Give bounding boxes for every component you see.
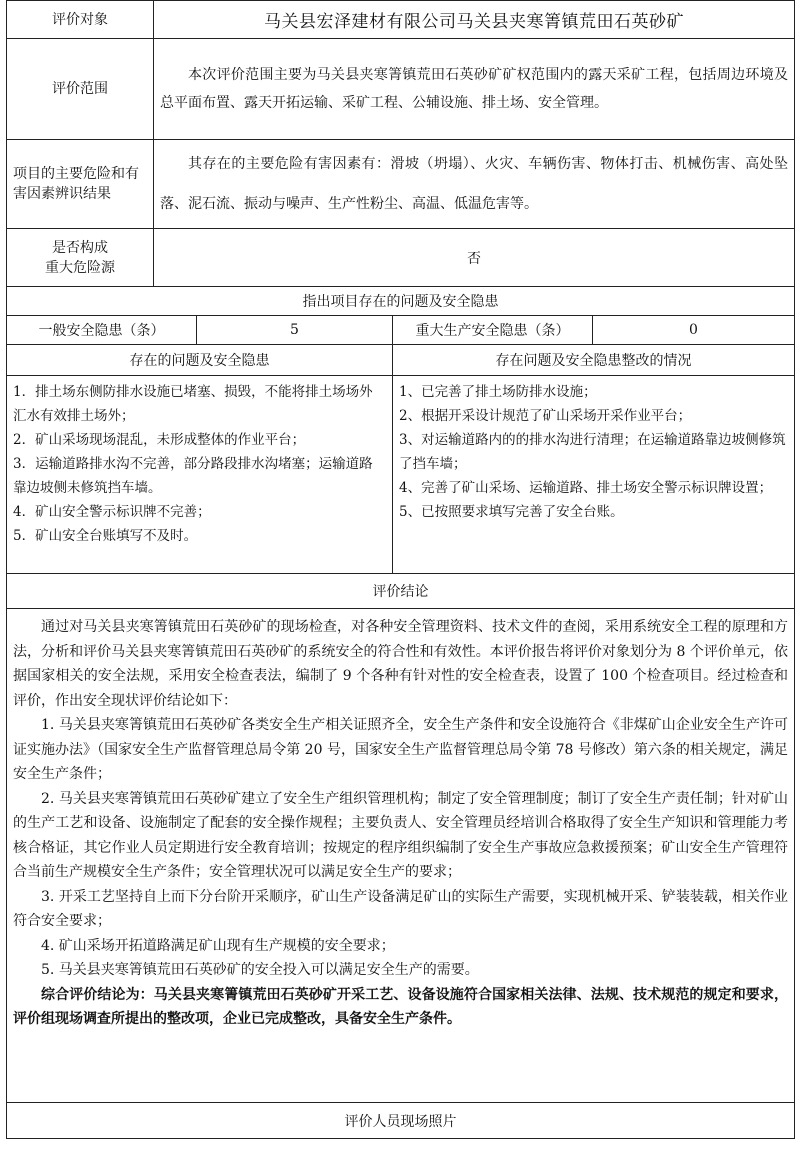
problem-item: 5．矿山安全台账填写不及时。: [13, 528, 198, 544]
issues-title-row: [7, 287, 795, 316]
rectification-item: 2、根据开采设计规范了矿山采场开采作业平台；: [399, 408, 692, 424]
hazards-value: 其存在的主要危险有害因素有：滑坡（坍塌）、火灾、车辆伤害、物体打击、机械伤害、高处坠落、泥石流、振动与噪声、生产性粉尘、高温、低温危害等。: [154, 140, 795, 229]
rectification-list: [393, 376, 795, 574]
conclusion-body: [7, 609, 795, 1103]
photos-title: 评价人员现场照片: [7, 1103, 795, 1139]
problems-column-header: 存在的问题及安全隐患: [7, 345, 393, 376]
scope-row: [7, 39, 795, 140]
evaluation-table: [6, 0, 795, 1139]
major-hazard-row: [7, 229, 795, 287]
major-hazard-label-line2: 重大危险源: [45, 259, 115, 276]
issues-header-row: [7, 345, 795, 376]
problem-item: 4．矿山安全警示标识牌不完善；: [13, 504, 211, 520]
issues-count-row: [7, 316, 795, 345]
conclusion-item: 4. 矿山采场开拓道路满足矿山现有生产规模的安全要求；: [41, 937, 395, 954]
conclusion-item: 2. 马关县夹寒箐镇荒田石英砂矿建立了安全生产组织管理机构；制定了安全管理制度；制订了安全生产责任制；针对矿山的生产工艺和设备、设施制定了配套的安全操作规程；主要负责人、安全管理员经培训合格取得了安全生产知识和管理能力考核合格证，其它作业人员定期进行安全教育培训；按规定的程序组织编制了安全生产事故应急救援预案；矿山安全生产管理符合当前生产规模安全生产条件；安全管理状况可以满足安全生产的要求；: [13, 790, 788, 880]
conclusion-item: 3. 开采工艺坚持自上而下分台阶开采顺序，矿山生产设备满足矿山的实际生产需要，实现机械开采、铲装装载，相关作业符合安全要求；: [13, 888, 788, 929]
rectification-item: 1、已完善了排土场防排水设施；: [399, 384, 597, 400]
rectification-item: 4、完善了矿山采场、运输道路、排土场安全警示标识牌设置；: [399, 480, 773, 496]
object-row: [7, 1, 795, 39]
problem-item: 3．运输道路排水沟不完善，部分路段排水沟堵塞；运输道路靠边坡侧未修筑挡车墙。: [13, 456, 373, 496]
rectification-item: 5、已按照要求填写完善了安全台账。: [399, 504, 624, 520]
general-hazard-count: 5: [197, 316, 393, 345]
object-label: 评价对象: [7, 1, 154, 39]
rectification-column-header: 存在问题及安全隐患整改的情况: [393, 345, 795, 376]
problems-list: [7, 376, 393, 574]
photos-title-row: [7, 1103, 795, 1139]
scope-label: 评价范围: [7, 39, 154, 140]
evaluation-report-page: [6, 0, 794, 1139]
object-value: 马关县宏泽建材有限公司马关县夹寒箐镇荒田石英砂矿: [154, 1, 795, 39]
major-hazard-count-label: 重大生产安全隐患（条）: [393, 316, 593, 345]
major-hazard-label-line1: 是否构成: [52, 239, 108, 256]
hazards-row: [7, 140, 795, 229]
conclusion-title: 评价结论: [7, 574, 795, 609]
problem-item: 1．排土场东侧防排水设施已堵塞、损毁，不能将排土场场外汇水有效排土场外；: [13, 384, 373, 424]
conclusion-item: 5. 马关县夹寒箐镇荒田石英砂矿的安全投入可以满足安全生产的需要。: [41, 962, 479, 978]
hazards-label: 项目的主要危险和有害因素辨识结果: [7, 140, 154, 229]
problem-item: 2．矿山采场现场混乱，未形成整体的作业平台；: [13, 432, 306, 448]
conclusion-item: 1. 马关县夹寒箐镇荒田石英砂矿各类安全生产相关证照齐全，安全生产条件和安全设施符合《非煤矿山企业安全生产许可证实施办法》（国家安全生产监督管理总局令第 20 号，国家安全生产监督管理总局令第 78 号修改）第六条的相关规定，满足安全生产条件；: [13, 717, 788, 782]
major-hazard-count: 0: [593, 316, 795, 345]
conclusion-summary: 综合评价结论为：马关县夹寒箐镇荒田石英砂矿开采工艺、设备设施符合国家相关法律、法规、技术规范的规定和要求，评价组现场调查所提出的整改项，企业已完成整改，具备安全生产条件。: [13, 986, 788, 1027]
conclusion-title-row: [7, 574, 795, 609]
major-hazard-value: 否: [154, 229, 795, 287]
conclusion-body-row: [7, 609, 795, 1103]
issues-list-row: [7, 376, 795, 574]
general-hazard-label: 一般安全隐患（条）: [7, 316, 197, 345]
scope-value: 本次评价范围主要为马关县夹寒箐镇荒田石英砂矿矿权范围内的露天采矿工程，包括周边环境及总平面布置、露天开拓运输、采矿工程、公辅设施、排土场、安全管理。: [154, 39, 795, 140]
conclusion-intro: 通过对马关县夹寒箐镇荒田石英砂矿的现场检查，对各种安全管理资料、技术文件的查阅，采用系统安全工程的原理和方法，分析和评价马关县夹寒箐镇荒田石英砂矿的系统安全的符合性和有效性。本评价报告将评价对象划分为 8 个评价单元，依据国家相关的安全法规，采用安全检查表法，编制了 9 个各种有针对性的安全检查表，设置了 100 个检查项目。经过检查和评价，作出安全现状评价结论如下：: [13, 619, 788, 709]
rectification-item: 3、对运输道路内的的排水沟进行清理；在运输道路靠边坡侧修筑了挡车墙；: [399, 432, 786, 472]
major-hazard-label: [7, 229, 154, 287]
issues-section-title: 指出项目存在的问题及安全隐患: [7, 287, 795, 316]
